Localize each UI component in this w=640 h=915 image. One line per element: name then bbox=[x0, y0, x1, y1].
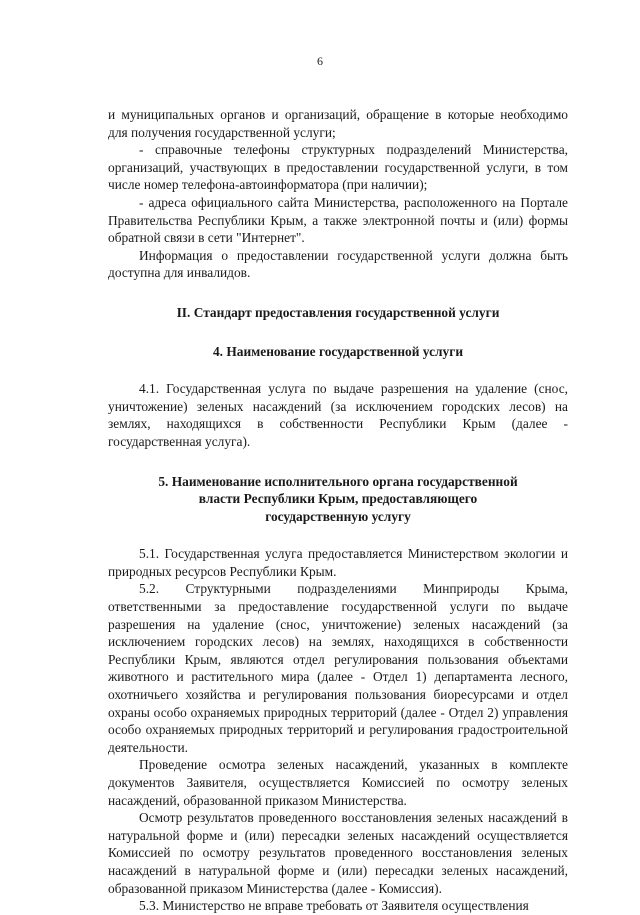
subsection-4-heading: 4. Наименование государственной услуги bbox=[212, 343, 464, 359]
paragraph-5-2: 5.2. Структурными подразделениями Минприроды Крыма, ответственными за предоставление государственной услуги по выдаче разрешения на удаление (снос, уничтожение) зеленых насаждений (за исключением городских лесов) на землях, находящихся в собственности Республики Крым, являются отдел регулирования пользования объектами животного и растительного мира (далее - Отдел 1) департамента лесного, охотничьего хозяйства и регулирования пользования биоресурсами и отдел охраны особо охраняемых природных территорий (далее - Отдел 2) управления особо охраняемых природных территорий и регулирования градостроительной деятельности. bbox=[108, 581, 568, 755]
subsection-5-heading: 5. Наименование исполнительного органа государственной власти Республики Крым, предоставляющего государственную услугу bbox=[158, 473, 518, 524]
paragraph-5-1: 5.1. Государственная услуга предоставляется Министерством экологии и природных ресурсов Республики Крым. bbox=[108, 546, 568, 579]
intro-addresses-item: - адреса официального сайта Министерства, расположенного на Портале Правительства Республики Крым, а также электронной почты и (или) формы обратной связи в сети "Интернет". bbox=[108, 194, 568, 246]
document-body bbox=[108, 106, 568, 915]
paragraph-commission: Осмотр результатов проведенного восстановления зеленых насаждений в натуральной форме и (или) пересадки зеленых насаждений осуществляется Комиссией по осмотру результатов проведенного восстановления зеленых насаждений в натуральной форме и (или) пересадки зеленых насаждений, образованной приказом Министерства (далее - Комиссия). bbox=[108, 810, 568, 896]
section-heading: II. Стандарт предоставления государственной услуги bbox=[176, 304, 500, 320]
paragraph-inspection: Проведение осмотра зеленых насаждений, указанных в комплекте документов Заявителя, осуществляется Комиссией по осмотру зеленых насаждений, образованной приказом Министерства. bbox=[108, 757, 568, 808]
paragraph-5-3: 5.3. Министерство не вправе требовать от Заявителя осуществления bbox=[139, 898, 529, 914]
intro-continuation: и муниципальных органов и организаций, обращение в которые необходимо для получения государственной услуги; bbox=[108, 107, 568, 140]
intro-accessibility: Информация о предоставлении государственной услуги должна быть доступна для инвалидов. bbox=[108, 247, 568, 281]
paragraph-4-1: 4.1. Государственная услуга по выдаче разрешения на удаление (снос, уничтожение) зеленых насаждений (за исключением городских лесов) на землях, находящихся в собственности Республики Крым (далее - государственная услуга). bbox=[108, 381, 568, 449]
page-number: 6 bbox=[317, 54, 323, 68]
intro-phones-item: - справочные телефоны структурных подразделений Министерства, организаций, участвующих в предоставлении государственной услуги, в том числе номер телефона-автоинформатора (при наличии); bbox=[108, 142, 568, 193]
